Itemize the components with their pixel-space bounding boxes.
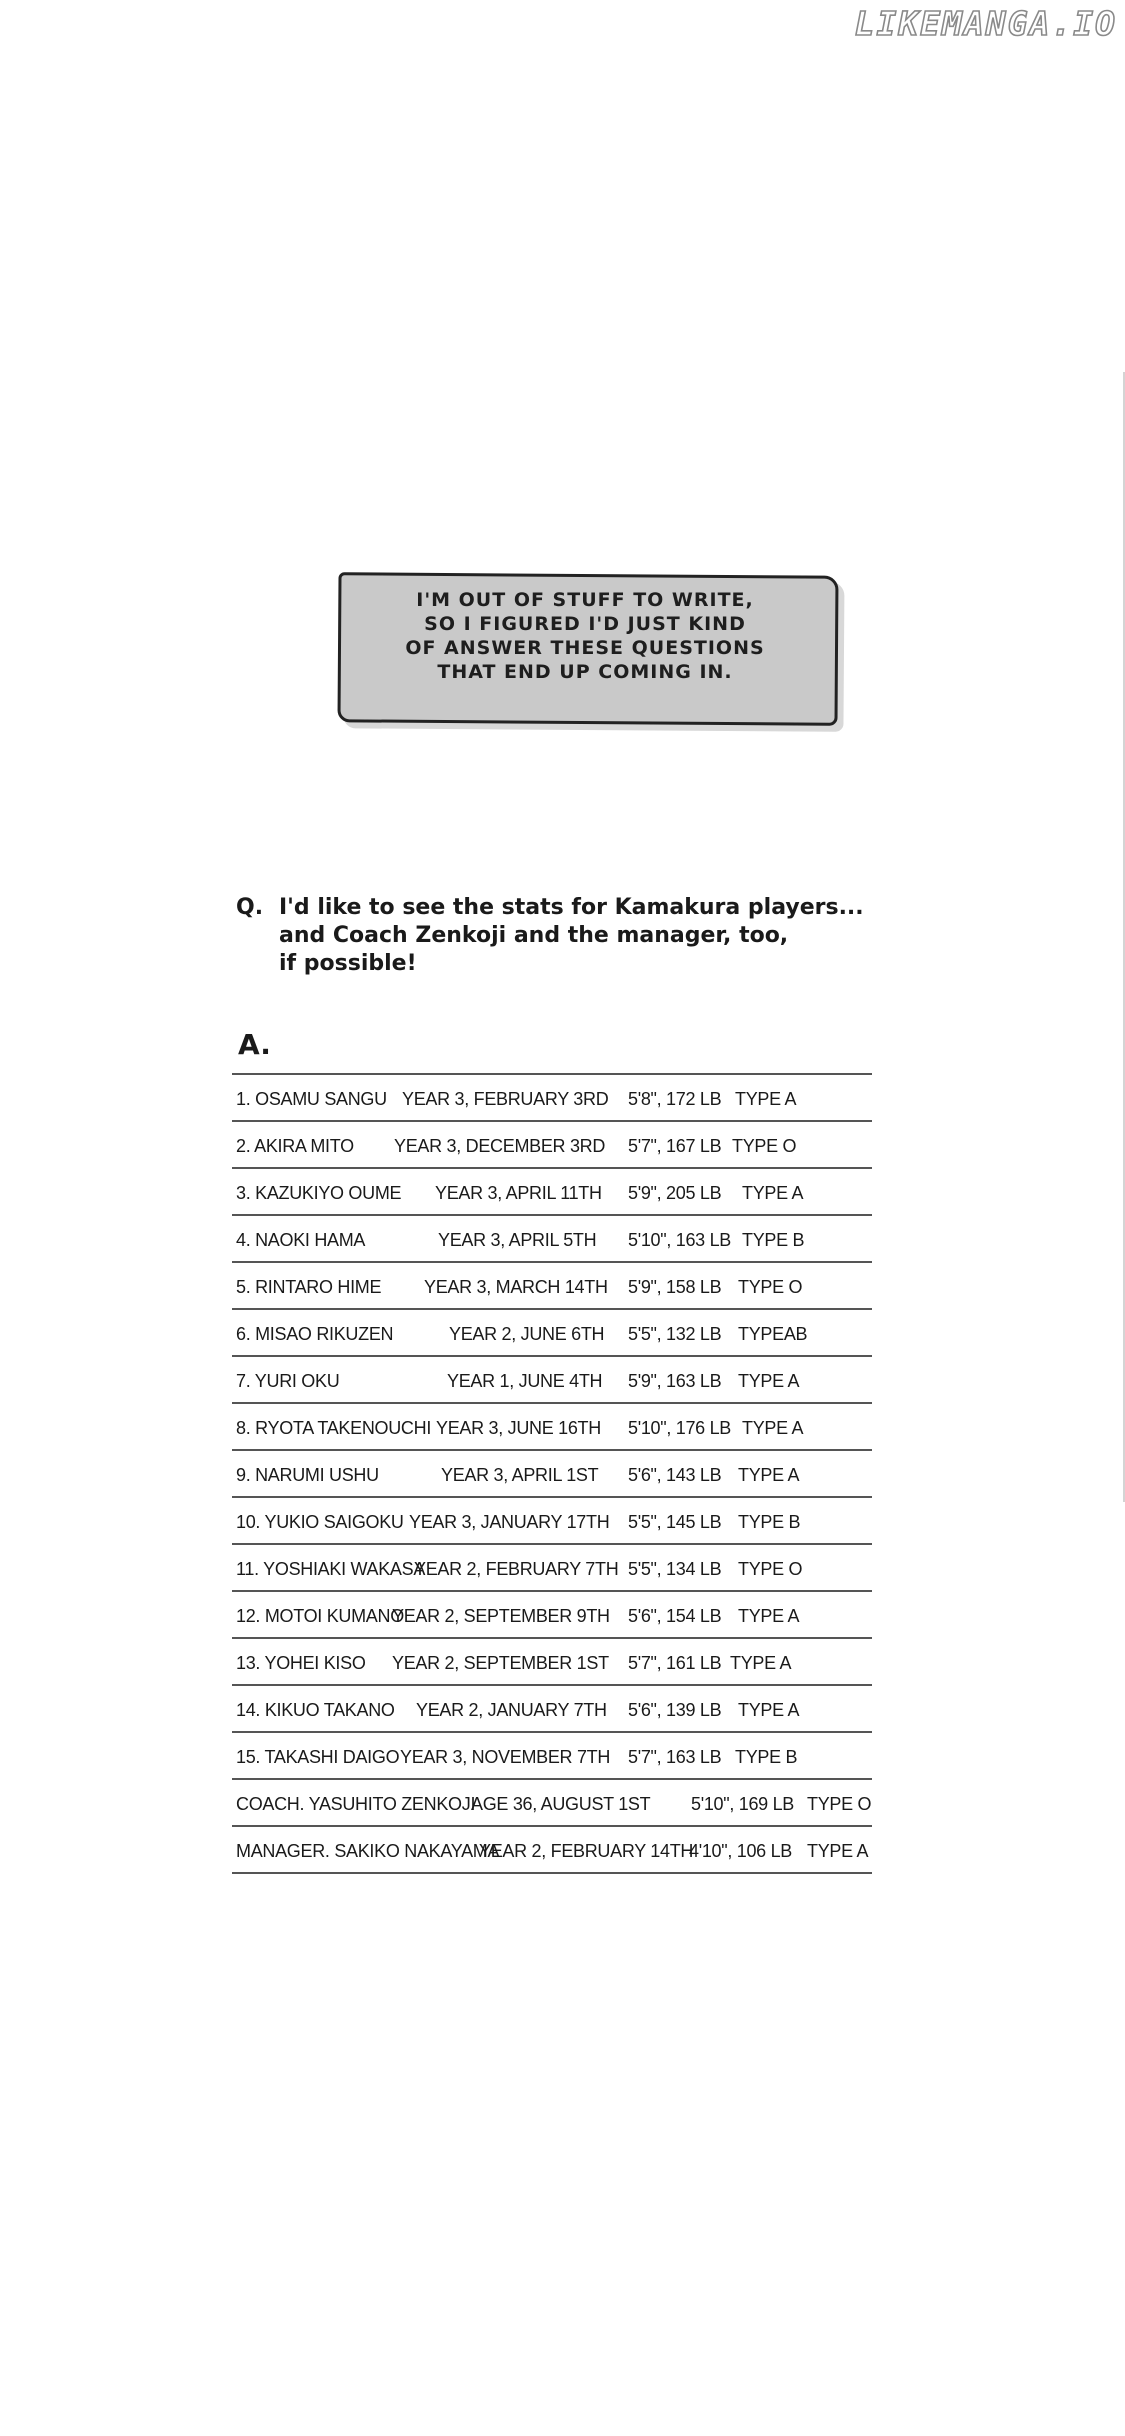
player-height-weight: 5'7", 161 LB [628, 1653, 722, 1673]
player-birthday: YEAR 3, FEBRUARY 3RD [402, 1089, 609, 1109]
player-height-weight: 5'10", 163 LB [628, 1230, 732, 1250]
player-name: 15. TAKASHI DAIGO [236, 1747, 400, 1767]
roster-row-manager [232, 1827, 872, 1874]
player-birthday: YEAR 2, SEPTEMBER 9TH [392, 1606, 610, 1626]
roster-row [232, 1075, 872, 1122]
roster-row [232, 1686, 872, 1733]
note-line: SO I FIGURED I'D JUST KIND [424, 613, 746, 635]
question-line: if possible! [279, 951, 417, 976]
player-name: 14. KIKUO TAKANO [236, 1700, 395, 1720]
player-birthday: YEAR 3, JUNE 16TH [436, 1418, 601, 1438]
player-blood-type: TYPE A [738, 1700, 800, 1720]
player-name: 6. MISAO RIKUZEN [236, 1324, 394, 1344]
roster-row [232, 1169, 872, 1216]
player-birthday: YEAR 2, JANUARY 7TH [416, 1700, 607, 1720]
player-height-weight: 5'6", 139 LB [628, 1700, 722, 1720]
player-height-weight: 5'9", 163 LB [628, 1371, 722, 1391]
player-birthday: YEAR 2, FEBRUARY 7TH [414, 1559, 619, 1579]
player-name: 9. NARUMI USHU [236, 1465, 379, 1485]
note-line: THAT END UP COMING IN. [437, 661, 733, 683]
question-text [279, 894, 876, 978]
player-name: 10. YUKIO SAIGOKU [236, 1512, 404, 1532]
player-birthday: YEAR 3, APRIL 1ST [441, 1465, 599, 1485]
player-blood-type: TYPE A [738, 1465, 800, 1485]
player-blood-type: TYPE A [738, 1371, 800, 1391]
player-height-weight: 5'5", 145 LB [628, 1512, 722, 1532]
manager-name: MANAGER. SAKIKO NAKAYAMA [236, 1841, 500, 1861]
player-name: 11. YOSHIAKI WAKASA [236, 1559, 426, 1579]
manager-blood-type: TYPE A [807, 1841, 869, 1861]
manager-height-weight: 4'10", 106 LB [689, 1841, 793, 1861]
player-blood-type: TYPE B [742, 1230, 805, 1250]
player-name: 2. AKIRA MITO [236, 1136, 354, 1156]
player-height-weight: 5'5", 132 LB [628, 1324, 722, 1344]
coach-birthday: AGE 36, AUGUST 1ST [471, 1794, 651, 1814]
roster-row [232, 1545, 872, 1592]
player-height-weight: 5'6", 154 LB [628, 1606, 722, 1626]
player-blood-type: TYPE A [738, 1606, 800, 1626]
roster-row [232, 1263, 872, 1310]
player-name: 3. KAZUKIYO OUME [236, 1183, 402, 1203]
player-name: 5. RINTARO HIME [236, 1277, 382, 1297]
reader-question [236, 894, 876, 978]
player-birthday: YEAR 2, JUNE 6TH [449, 1324, 605, 1344]
player-height-weight: 5'9", 158 LB [628, 1277, 722, 1297]
roster-row [232, 1310, 872, 1357]
roster-row-coach [232, 1780, 872, 1827]
player-height-weight: 5'7", 167 LB [628, 1136, 722, 1156]
player-blood-type: TYPE B [738, 1512, 801, 1532]
coach-height-weight: 5'10", 169 LB [691, 1794, 795, 1814]
player-blood-type: TYPE O [732, 1136, 797, 1156]
player-birthday: YEAR 3, DECEMBER 3RD [394, 1136, 606, 1156]
player-name: 7. YURI OKU [236, 1371, 340, 1391]
coach-blood-type: TYPE O [807, 1794, 872, 1814]
player-birthday: YEAR 1, JUNE 4TH [447, 1371, 603, 1391]
roster-row [232, 1639, 872, 1686]
player-blood-type: TYPE A [742, 1418, 804, 1438]
player-height-weight: 5'8", 172 LB [628, 1089, 722, 1109]
question-line: I'd like to see the stats for Kamakura players... [279, 895, 864, 920]
player-height-weight: 5'5", 134 LB [628, 1559, 722, 1579]
player-blood-type: TYPEAB [738, 1324, 808, 1344]
player-birthday: YEAR 3, MARCH 14TH [424, 1277, 608, 1297]
player-name: 13. YOHEI KISO [236, 1653, 366, 1673]
player-blood-type: TYPE B [735, 1747, 798, 1767]
player-birthday: YEAR 2, SEPTEMBER 1ST [392, 1653, 609, 1673]
player-name: 8. RYOTA TAKENOUCHI [236, 1418, 432, 1438]
author-note-text [338, 588, 832, 684]
roster-row [232, 1216, 872, 1263]
player-blood-type: TYPE A [735, 1089, 797, 1109]
question-line: and Coach Zenkoji and the manager, too, [279, 923, 789, 948]
roster-table [232, 1073, 872, 1874]
player-birthday: YEAR 3, APRIL 11TH [435, 1183, 602, 1203]
site-watermark: LIKEMANGA.IO [854, 4, 1117, 43]
answer-mark-label: A. [238, 1028, 271, 1061]
player-birthday: YEAR 3, NOVEMBER 7TH [400, 1747, 611, 1767]
roster-row [232, 1733, 872, 1780]
player-blood-type: TYPE A [730, 1653, 792, 1673]
roster-row [232, 1592, 872, 1639]
roster-row [232, 1357, 872, 1404]
player-height-weight: 5'9", 205 LB [628, 1183, 722, 1203]
player-blood-type: TYPE O [738, 1559, 803, 1579]
roster-row [232, 1404, 872, 1451]
note-line: OF ANSWER THESE QUESTIONS [405, 637, 765, 659]
player-name: 1. OSAMU SANGU [236, 1089, 387, 1109]
player-height-weight: 5'10", 176 LB [628, 1418, 732, 1438]
player-name: 4. NAOKI HAMA [236, 1230, 366, 1250]
question-mark-label: Q. [236, 895, 264, 920]
player-blood-type: TYPE A [742, 1183, 804, 1203]
manager-birthday: YEAR 2, FEBRUARY 14TH [479, 1841, 694, 1861]
coach-name: COACH. YASUHITO ZENKOJI [236, 1794, 476, 1814]
player-height-weight: 5'6", 143 LB [628, 1465, 722, 1485]
roster-row [232, 1498, 872, 1545]
player-birthday: YEAR 3, JANUARY 17TH [409, 1512, 610, 1532]
roster-row [232, 1451, 872, 1498]
note-line: I'M OUT OF STUFF TO WRITE, [416, 589, 754, 611]
player-blood-type: TYPE O [738, 1277, 803, 1297]
player-height-weight: 5'7", 163 LB [628, 1747, 722, 1767]
roster-row [232, 1122, 872, 1169]
player-birthday: YEAR 3, APRIL 5TH [438, 1230, 597, 1250]
player-name: 12. MOTOI KUMANO [236, 1606, 404, 1626]
